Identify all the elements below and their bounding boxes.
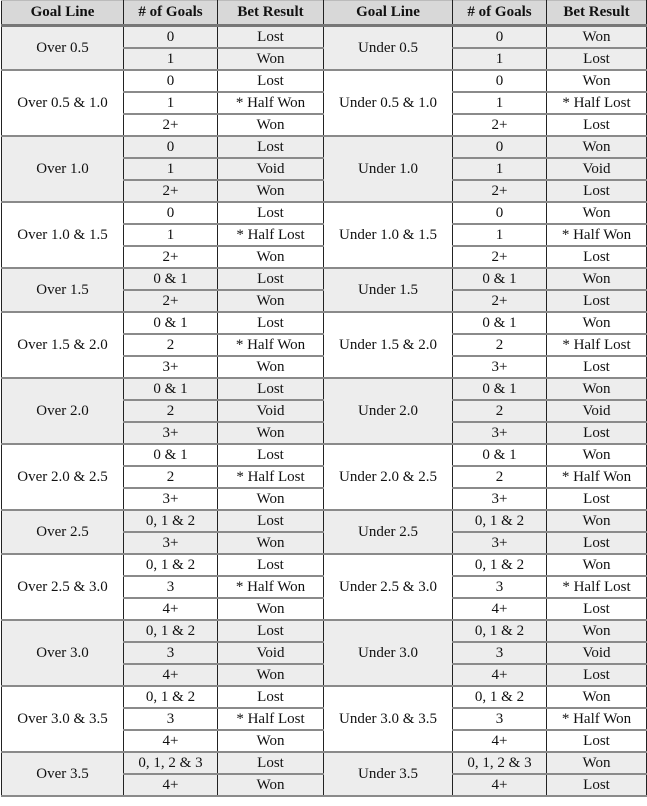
under-result-cell: Lost [547, 532, 647, 554]
over-result-cell: Lost [218, 554, 324, 576]
over-result-cell: Lost [218, 620, 324, 642]
over-result-cell: Won [218, 356, 324, 378]
under-result-cell: Won [547, 686, 647, 708]
over-goals-cell: 2 [124, 466, 218, 488]
under-result-cell: Lost [547, 422, 647, 444]
table-body [2, 26, 647, 797]
over-goals-cell: 0 & 1 [124, 268, 218, 290]
over-goals-cell: 0 & 1 [124, 378, 218, 400]
table-row [2, 554, 647, 576]
under-goals-cell: 0, 1 & 2 [453, 620, 547, 642]
table-row [2, 312, 647, 334]
under-result-cell: * Half Won [547, 466, 647, 488]
over-goal-line-cell: Over 2.5 & 3.0 [2, 554, 124, 620]
over-result-cell: Void [218, 400, 324, 422]
over-result-cell: Lost [218, 70, 324, 92]
over-result-cell: * Half Lost [218, 466, 324, 488]
over-result-cell: Won [218, 114, 324, 136]
under-goals-cell: 0, 1 & 2 [453, 554, 547, 576]
over-goals-cell: 0, 1 & 2 [124, 620, 218, 642]
over-goal-line-cell: Over 3.0 [2, 620, 124, 686]
over-goals-cell: 3 [124, 708, 218, 730]
under-goals-cell: 4+ [453, 774, 547, 796]
over-goals-cell: 1 [124, 48, 218, 70]
under-result-cell: Won [547, 444, 647, 466]
under-goal-line-cell: Under 0.5 & 1.0 [324, 70, 453, 136]
over-goals-cell: 1 [124, 224, 218, 246]
under-result-cell: Lost [547, 774, 647, 796]
over-goals-cell: 3+ [124, 532, 218, 554]
under-result-cell: Lost [547, 664, 647, 686]
over-goal-line-cell: Over 1.5 & 2.0 [2, 312, 124, 378]
header-over-num-goals: # of Goals [124, 1, 218, 26]
under-result-cell: Lost [547, 246, 647, 268]
under-result-cell: * Half Lost [547, 576, 647, 598]
under-goals-cell: 0 [453, 26, 547, 49]
under-goal-line-cell: Under 3.0 [324, 620, 453, 686]
over-result-cell: Won [218, 532, 324, 554]
table-row [2, 510, 647, 532]
over-goal-line-cell: Over 2.0 & 2.5 [2, 444, 124, 510]
over-goals-cell: 0 [124, 70, 218, 92]
over-result-cell: * Half Lost [218, 708, 324, 730]
under-result-cell: Won [547, 378, 647, 400]
under-goals-cell: 3 [453, 642, 547, 664]
over-goals-cell: 2 [124, 334, 218, 356]
table-row [2, 444, 647, 466]
under-goal-line-cell: Under 2.5 [324, 510, 453, 554]
under-goals-cell: 4+ [453, 664, 547, 686]
under-goals-cell: 0, 1 & 2 [453, 686, 547, 708]
table-row [2, 686, 647, 708]
under-result-cell: * Half Won [547, 224, 647, 246]
under-goals-cell: 3 [453, 576, 547, 598]
under-result-cell: Void [547, 158, 647, 180]
table-row [2, 136, 647, 158]
under-goals-cell: 0, 1, 2 & 3 [453, 752, 547, 774]
under-goals-cell: 4+ [453, 598, 547, 620]
table-row [2, 620, 647, 642]
over-goal-line-cell: Over 0.5 & 1.0 [2, 70, 124, 136]
under-goals-cell: 0 [453, 136, 547, 158]
under-result-cell: Lost [547, 114, 647, 136]
table-row [2, 378, 647, 400]
under-result-cell: Won [547, 70, 647, 92]
under-result-cell: Won [547, 554, 647, 576]
over-result-cell: Lost [218, 686, 324, 708]
over-goals-cell: 2 [124, 400, 218, 422]
over-result-cell: Won [218, 598, 324, 620]
under-result-cell: * Half Won [547, 708, 647, 730]
under-goal-line-cell: Under 3.0 & 3.5 [324, 686, 453, 752]
over-goals-cell: 2+ [124, 180, 218, 202]
under-result-cell: Won [547, 26, 647, 49]
under-goal-line-cell: Under 1.5 & 2.0 [324, 312, 453, 378]
under-result-cell: Won [547, 136, 647, 158]
header-over-bet-result: Bet Result [218, 1, 324, 26]
under-goal-line-cell: Under 2.0 & 2.5 [324, 444, 453, 510]
over-result-cell: Lost [218, 26, 324, 49]
under-goals-cell: 2+ [453, 180, 547, 202]
over-goals-cell: 0 & 1 [124, 312, 218, 334]
over-result-cell: Won [218, 730, 324, 752]
header-under-num-goals: # of Goals [453, 1, 547, 26]
over-result-cell: Won [218, 290, 324, 312]
under-result-cell: Lost [547, 598, 647, 620]
under-result-cell: Lost [547, 488, 647, 510]
over-goals-cell: 3 [124, 642, 218, 664]
over-goal-line-cell: Over 0.5 [2, 26, 124, 71]
over-goal-line-cell: Over 3.0 & 3.5 [2, 686, 124, 752]
over-goals-cell: 3 [124, 576, 218, 598]
over-result-cell: Won [218, 246, 324, 268]
under-result-cell: Lost [547, 730, 647, 752]
under-goals-cell: 0, 1 & 2 [453, 510, 547, 532]
over-goal-line-cell: Over 3.5 [2, 752, 124, 796]
table-row [2, 752, 647, 774]
under-goals-cell: 0 [453, 202, 547, 224]
under-goals-cell: 2+ [453, 114, 547, 136]
goal-line-results-table [1, 0, 647, 797]
over-result-cell: Lost [218, 752, 324, 774]
over-result-cell: Won [218, 488, 324, 510]
over-result-cell: * Half Won [218, 334, 324, 356]
under-result-cell: Won [547, 268, 647, 290]
over-result-cell: Won [218, 180, 324, 202]
under-goals-cell: 2 [453, 334, 547, 356]
over-result-cell: Won [218, 664, 324, 686]
under-goal-line-cell: Under 0.5 [324, 26, 453, 71]
over-goals-cell: 2+ [124, 246, 218, 268]
under-goals-cell: 2 [453, 466, 547, 488]
over-goals-cell: 2+ [124, 114, 218, 136]
under-goals-cell: 0 & 1 [453, 378, 547, 400]
over-goals-cell: 3+ [124, 422, 218, 444]
table-row [2, 26, 647, 49]
over-goal-line-cell: Over 2.0 [2, 378, 124, 444]
over-goals-cell: 0 [124, 202, 218, 224]
under-goals-cell: 1 [453, 224, 547, 246]
under-result-cell: Won [547, 620, 647, 642]
header-under-goal-line: Goal Line [324, 1, 453, 26]
under-goal-line-cell: Under 1.0 & 1.5 [324, 202, 453, 268]
under-goal-line-cell: Under 3.5 [324, 752, 453, 796]
under-goals-cell: 3+ [453, 532, 547, 554]
under-result-cell: Void [547, 642, 647, 664]
header-under-bet-result: Bet Result [547, 1, 647, 26]
under-goals-cell: 1 [453, 92, 547, 114]
under-result-cell: Won [547, 312, 647, 334]
over-result-cell: * Half Won [218, 92, 324, 114]
under-result-cell: Lost [547, 48, 647, 70]
table-row [2, 70, 647, 92]
over-result-cell: Lost [218, 510, 324, 532]
over-goal-line-cell: Over 1.0 [2, 136, 124, 202]
over-result-cell: Lost [218, 378, 324, 400]
table-row [2, 268, 647, 290]
under-goals-cell: 0 & 1 [453, 444, 547, 466]
under-result-cell: Lost [547, 356, 647, 378]
over-result-cell: Won [218, 422, 324, 444]
under-result-cell: * Half Lost [547, 92, 647, 114]
under-goals-cell: 0 & 1 [453, 268, 547, 290]
under-result-cell: Lost [547, 290, 647, 312]
over-result-cell: Lost [218, 312, 324, 334]
under-result-cell: Won [547, 202, 647, 224]
over-goals-cell: 2+ [124, 290, 218, 312]
under-goals-cell: 3+ [453, 488, 547, 510]
over-goals-cell: 0, 1 & 2 [124, 510, 218, 532]
under-goals-cell: 0 & 1 [453, 312, 547, 334]
over-goals-cell: 1 [124, 158, 218, 180]
over-result-cell: Void [218, 642, 324, 664]
over-goals-cell: 0 [124, 136, 218, 158]
table-row [2, 202, 647, 224]
over-goal-line-cell: Over 2.5 [2, 510, 124, 554]
over-goals-cell: 0 & 1 [124, 444, 218, 466]
over-result-cell: Lost [218, 202, 324, 224]
under-result-cell: Lost [547, 180, 647, 202]
under-goal-line-cell: Under 2.5 & 3.0 [324, 554, 453, 620]
header-over-goal-line: Goal Line [2, 1, 124, 26]
under-result-cell: Won [547, 510, 647, 532]
over-result-cell: Void [218, 158, 324, 180]
over-result-cell: Lost [218, 136, 324, 158]
under-goals-cell: 3+ [453, 356, 547, 378]
under-goal-line-cell: Under 1.0 [324, 136, 453, 202]
under-goals-cell: 3 [453, 708, 547, 730]
over-goals-cell: 0, 1, 2 & 3 [124, 752, 218, 774]
under-result-cell: * Half Lost [547, 334, 647, 356]
over-goals-cell: 0, 1 & 2 [124, 686, 218, 708]
over-goal-line-cell: Over 1.5 [2, 268, 124, 312]
under-goals-cell: 3+ [453, 422, 547, 444]
over-goals-cell: 4+ [124, 598, 218, 620]
over-goals-cell: 4+ [124, 730, 218, 752]
over-goals-cell: 3+ [124, 356, 218, 378]
header-row [2, 1, 647, 26]
over-result-cell: Won [218, 48, 324, 70]
over-result-cell: * Half Won [218, 576, 324, 598]
over-goal-line-cell: Over 1.0 & 1.5 [2, 202, 124, 268]
over-goals-cell: 0 [124, 26, 218, 49]
under-goals-cell: 2+ [453, 246, 547, 268]
under-goal-line-cell: Under 1.5 [324, 268, 453, 312]
under-goal-line-cell: Under 2.0 [324, 378, 453, 444]
under-goals-cell: 1 [453, 158, 547, 180]
over-goals-cell: 4+ [124, 664, 218, 686]
over-goals-cell: 0, 1 & 2 [124, 554, 218, 576]
under-result-cell: Won [547, 752, 647, 774]
over-goals-cell: 3+ [124, 488, 218, 510]
under-goals-cell: 4+ [453, 730, 547, 752]
over-goals-cell: 1 [124, 92, 218, 114]
under-goals-cell: 2 [453, 400, 547, 422]
over-result-cell: * Half Lost [218, 224, 324, 246]
under-goals-cell: 1 [453, 48, 547, 70]
under-goals-cell: 2+ [453, 290, 547, 312]
under-result-cell: Void [547, 400, 647, 422]
under-goals-cell: 0 [453, 70, 547, 92]
over-goals-cell: 4+ [124, 774, 218, 796]
over-result-cell: Lost [218, 444, 324, 466]
over-result-cell: Won [218, 774, 324, 796]
over-result-cell: Lost [218, 268, 324, 290]
